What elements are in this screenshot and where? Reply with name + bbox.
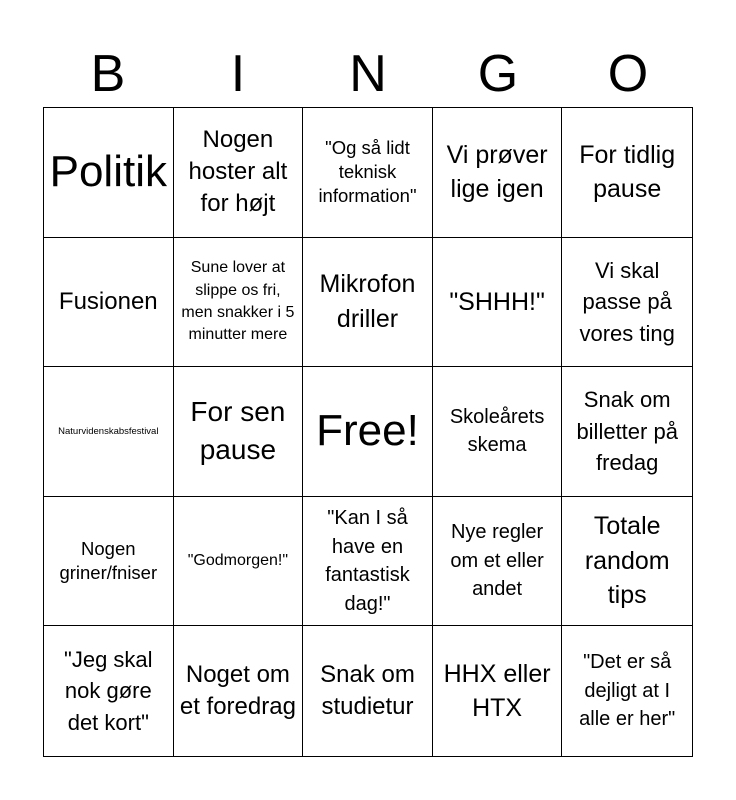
- bingo-cell-r3-c5[interactable]: [562, 367, 692, 497]
- bingo-cell-r1-c1[interactable]: [44, 108, 174, 238]
- bingo-cell-r1-c4[interactable]: [433, 108, 563, 238]
- bingo-cell-r2-c4[interactable]: [433, 238, 563, 368]
- bingo-cell-r5-c3[interactable]: [303, 626, 433, 756]
- bingo-cell-label: "Det er så dejligt at I alle er her": [579, 651, 676, 731]
- bingo-cell-label: Naturvidenskabsfestival: [58, 425, 159, 437]
- bingo-cell-r2-c2[interactable]: [174, 238, 304, 368]
- bingo-header: [43, 40, 693, 108]
- bingo-cell-r3-c1[interactable]: [44, 367, 174, 497]
- bingo-cell-label: Snak om billetter på fredag: [576, 387, 678, 476]
- bingo-cell-r3-c4[interactable]: [433, 367, 563, 497]
- bingo-cell-label: Totale random tips: [584, 512, 670, 610]
- bingo-cell-r3-c2[interactable]: [174, 367, 304, 497]
- bingo-cell-label: Vi prøver lige igen: [446, 140, 548, 204]
- header-letter-b: B: [90, 45, 126, 103]
- bingo-cell-label: HHX eller HTX: [443, 659, 551, 723]
- bingo-cell-label: Nogen griner/fniser: [59, 538, 158, 584]
- bingo-cell-label: Vi skal passe på vores ting: [579, 257, 675, 346]
- bingo-cell-label: "SHHH!": [449, 287, 545, 316]
- header-letter-n: N: [349, 45, 387, 103]
- header-letter-g: G: [477, 45, 519, 103]
- bingo-cell-label: "Godmorgen!": [187, 551, 289, 569]
- bingo-cell-r5-c4[interactable]: [433, 626, 563, 756]
- bingo-cell-r5-c5[interactable]: [562, 626, 692, 756]
- bingo-cell-label: Politik: [49, 147, 167, 196]
- bingo-cell-label: Noget om et foredrag: [179, 661, 296, 721]
- bingo-cell-r2-c3[interactable]: [303, 238, 433, 368]
- bingo-cell-label: Skoleårets skema: [449, 405, 545, 457]
- bingo-cell-label: "Kan I så have en fantastisk dag!": [325, 506, 410, 615]
- bingo-cell-r2-c5[interactable]: [562, 238, 692, 368]
- bingo-cell-label: Mikrofon driller: [319, 270, 416, 333]
- bingo-cell-label: Nye regler om et eller andet: [450, 521, 544, 601]
- bingo-board: [43, 107, 693, 757]
- bingo-cell-label: For sen pause: [190, 395, 286, 466]
- bingo-cell-label: Sune lover at slippe os fri, men snakker i 5 minutter mere: [181, 259, 295, 344]
- bingo-cell-free[interactable]: [303, 367, 433, 497]
- bingo-cell-r4-c2[interactable]: [174, 497, 304, 627]
- bingo-cell-label: For tidlig pause: [579, 140, 676, 204]
- bingo-cell-r5-c2[interactable]: [174, 626, 304, 756]
- bingo-cell-label: "Jeg skal nok gøre det kort": [64, 647, 153, 735]
- bingo-cell-label: Nogen hoster alt for højt: [188, 126, 288, 218]
- bingo-cell-r1-c2[interactable]: [174, 108, 304, 238]
- bingo-cell-r4-c5[interactable]: [562, 497, 692, 627]
- bingo-cell-label: Fusionen: [58, 287, 158, 315]
- bingo-cell-r4-c4[interactable]: [433, 497, 563, 627]
- bingo-cell-r2-c1[interactable]: [44, 238, 174, 368]
- bingo-cell-r4-c1[interactable]: [44, 497, 174, 627]
- bingo-cell-label: Snak om studietur: [320, 661, 415, 721]
- bingo-cell-r4-c3[interactable]: [303, 497, 433, 627]
- header-letter-o: O: [607, 45, 649, 103]
- bingo-cell-label: "Og så lidt teknisk information": [318, 137, 417, 207]
- bingo-cell-r5-c1[interactable]: [44, 626, 174, 756]
- header-letter-i: I: [230, 45, 246, 103]
- bingo-cell-label: Free!: [316, 406, 419, 456]
- bingo-cell-r1-c5[interactable]: [562, 108, 692, 238]
- bingo-cell-r1-c3[interactable]: [303, 108, 433, 238]
